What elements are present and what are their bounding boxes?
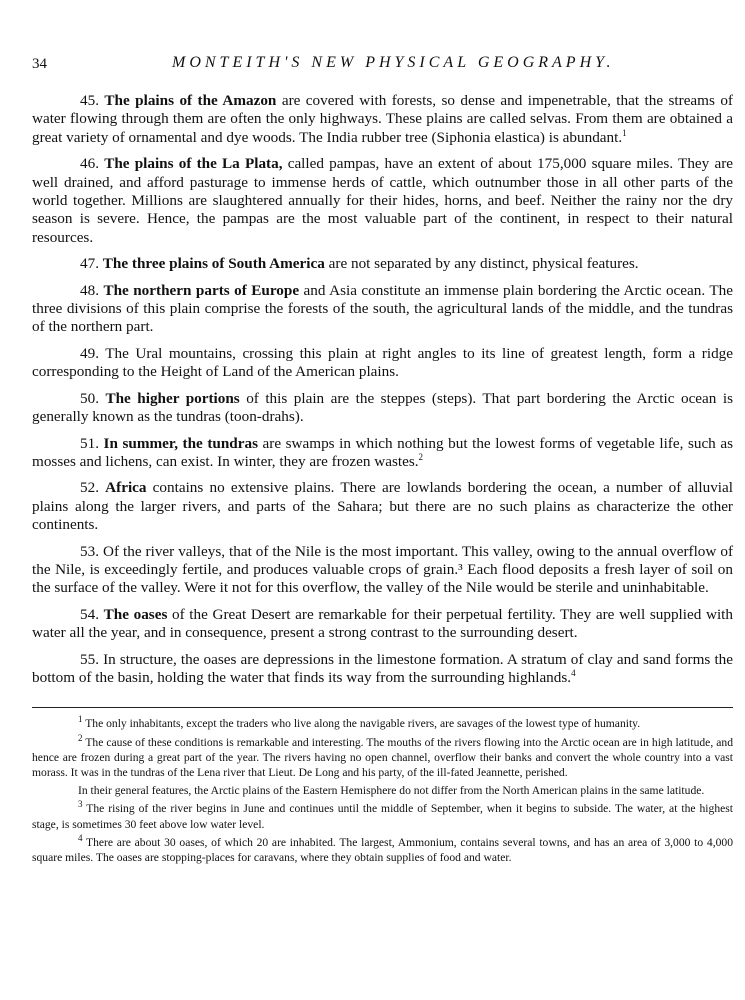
paragraph-text: called pampas, have an extent of about 175,000 square miles. They are well drained, and afford pasturage to immense herds of cattle, which outnumber those in all other parts of the world together. Millions are slaughtered annually for their hides, horns, and beef. Neither the rainy nor the dry season is severe. Hence, the pampas are the most valuable part of the continent, in respect to their natural resources. [32,155,733,246]
footnote-ref: 4 [571,667,576,678]
footnote-text: In their general features, the Arctic plains of the Eastern Hemisphere do not differ from the North American plains in the same latitude. [78,784,705,798]
footnotes [32,716,733,865]
footnote-text: The cause of these conditions is remarkable and interesting. The mouths of the rivers flowing into the Arctic ocean are in high latitude, and hence are frozen during a great part of the year. The rivers having no open channel, overflow their banks and convert the whole country into a vast morass. It was in the tundras of the Lena river that Lieut. De Long and his party, of the ill-fated Jeannette, perished. [32,735,733,779]
footnote-4 [32,832,733,865]
paragraph-lead: The plains of the Amazon [104,92,277,109]
paragraph-lead: The plains of the La Plata, [104,155,283,173]
page-number: 34 [32,56,47,72]
footnote-1 [32,716,733,731]
paragraph-52 [32,479,733,534]
paragraph-text: are not separated by any distinct, physical features. [324,255,639,273]
paragraph-text: and Asia constitute an immense plain bordering the Arctic ocean. The three divisions of this plain comprise the forests of the south, the agricultural lands of the middle, and the tundras of the northern part. [32,281,733,336]
body-text [32,92,733,687]
paragraph-number: 51. [80,434,99,452]
footnote-2-continued [32,783,733,798]
paragraph-text: are covered with forests, so dense and impenetrable, that the streams of water flowing through them are often the only highways. These plains are called selvas. From them are obtained a great variety of ornamental and dye woods. The India rubber tree (Siphonia elastica) is abundant. [32,92,733,146]
paragraph-54 [32,606,733,643]
footnote-divider [32,707,733,708]
footnote-ref: 1 [622,127,627,138]
paragraph-number: 54. [80,605,99,623]
paragraph-number: 55. [80,650,99,668]
paragraph-text: Of the river valleys, that of the Nile is the most important. This valley, owing to the annual overflow of the Nile, is exceedingly fertile, and produces valuable crops of grain.³ Each flood deposits a fresh layer of soil on the surface of the valley. Were it not for this overflow, the valley of the Nile would be sterile and uninhabitable. [32,542,734,597]
footnote-3 [32,801,733,831]
paragraph-number: 52. [80,479,99,497]
page-header [32,52,733,76]
paragraph-lead: The three plains of South America [102,255,325,273]
paragraph-lead: The higher portions [105,389,240,407]
footnote-mark: 2 [78,732,83,743]
footnote-mark: 4 [78,832,83,843]
paragraph-text: of this plain are the steppes (steps). That part bordering the Arctic ocean is generally known as the tundras (toon-drahs). [32,389,734,426]
paragraph-number: 45. [80,92,99,109]
paragraph-number: 46. [80,155,99,173]
paragraph-53 [32,543,733,598]
paragraph-text: of the Great Desert are remarkable for their perpetual fertility. They are well supplied with water all the year, and in consequence, present a strong contrast to the surrounding desert. [32,605,733,642]
paragraph-number: 49. [80,344,99,362]
paragraph-text: are swamps in which nothing but the lowest forms of vegetable life, such as mosses and lichens, can exist. In winter, they are frozen wastes. [32,434,733,470]
paragraph-55 [32,651,733,688]
footnote-text: There are about 30 oases, of which 20 are inhabited. The largest, Ammonium, contains several towns, and has an area of 3,000 to 4,000 square miles. The oases are stopping-places for caravans, where they obtain supplies of food and water. [32,835,733,864]
footnote-text: The only inhabitants, except the traders who live along the navigable rivers, are savages of the lowest type of humanity. [82,717,641,731]
footnote-mark: 3 [78,799,83,810]
footnote-mark: 1 [78,714,83,725]
paragraph-48 [32,282,733,337]
book-page [32,52,733,868]
paragraph-text: The Ural mountains, crossing this plain at right angles to its line of greatest length, form a ridge corresponding to the Height of Land of the American plains. [32,344,733,381]
footnote-2 [32,732,733,781]
paragraph-lead: In summer, the tundras [103,434,258,452]
paragraph-51 [32,435,733,472]
paragraph-number: 53. [80,542,99,560]
paragraph-text: contains no extensive plains. There are lowlands bordering the ocean, a number of alluvial plains along the larger rivers, and parts of the Sahara; but there are no such plains as characterize the other continents. [32,479,733,534]
running-title: MONTEITH'S NEW PHYSICAL GEOGRAPHY. [172,54,615,71]
paragraph-number: 48. [80,281,99,299]
paragraph-50 [32,390,733,427]
paragraph-lead: The oases [103,605,168,623]
footnote-ref: 2 [418,451,424,462]
paragraph-lead: Africa [105,479,147,497]
footnote-text: The rising of the river begins in June and continues until the middle of September, when it begins to subside. The water, at the highest stage, is sometimes 30 feet above low water level. [32,802,733,831]
paragraph-number: 50. [80,389,99,407]
paragraph-47 [32,255,733,273]
paragraph-46 [32,155,733,247]
paragraph-number: 47. [80,255,99,273]
paragraph-text: In structure, the oases are depressions in the limestone formation. A stratum of clay and sand forms the bottom of the basin, holding the water that finds its way from the surrounding highlands. [32,650,733,686]
paragraph-lead: The northern parts of Europe [103,281,300,299]
paragraph-49 [32,345,733,382]
paragraph-45 [32,92,733,147]
